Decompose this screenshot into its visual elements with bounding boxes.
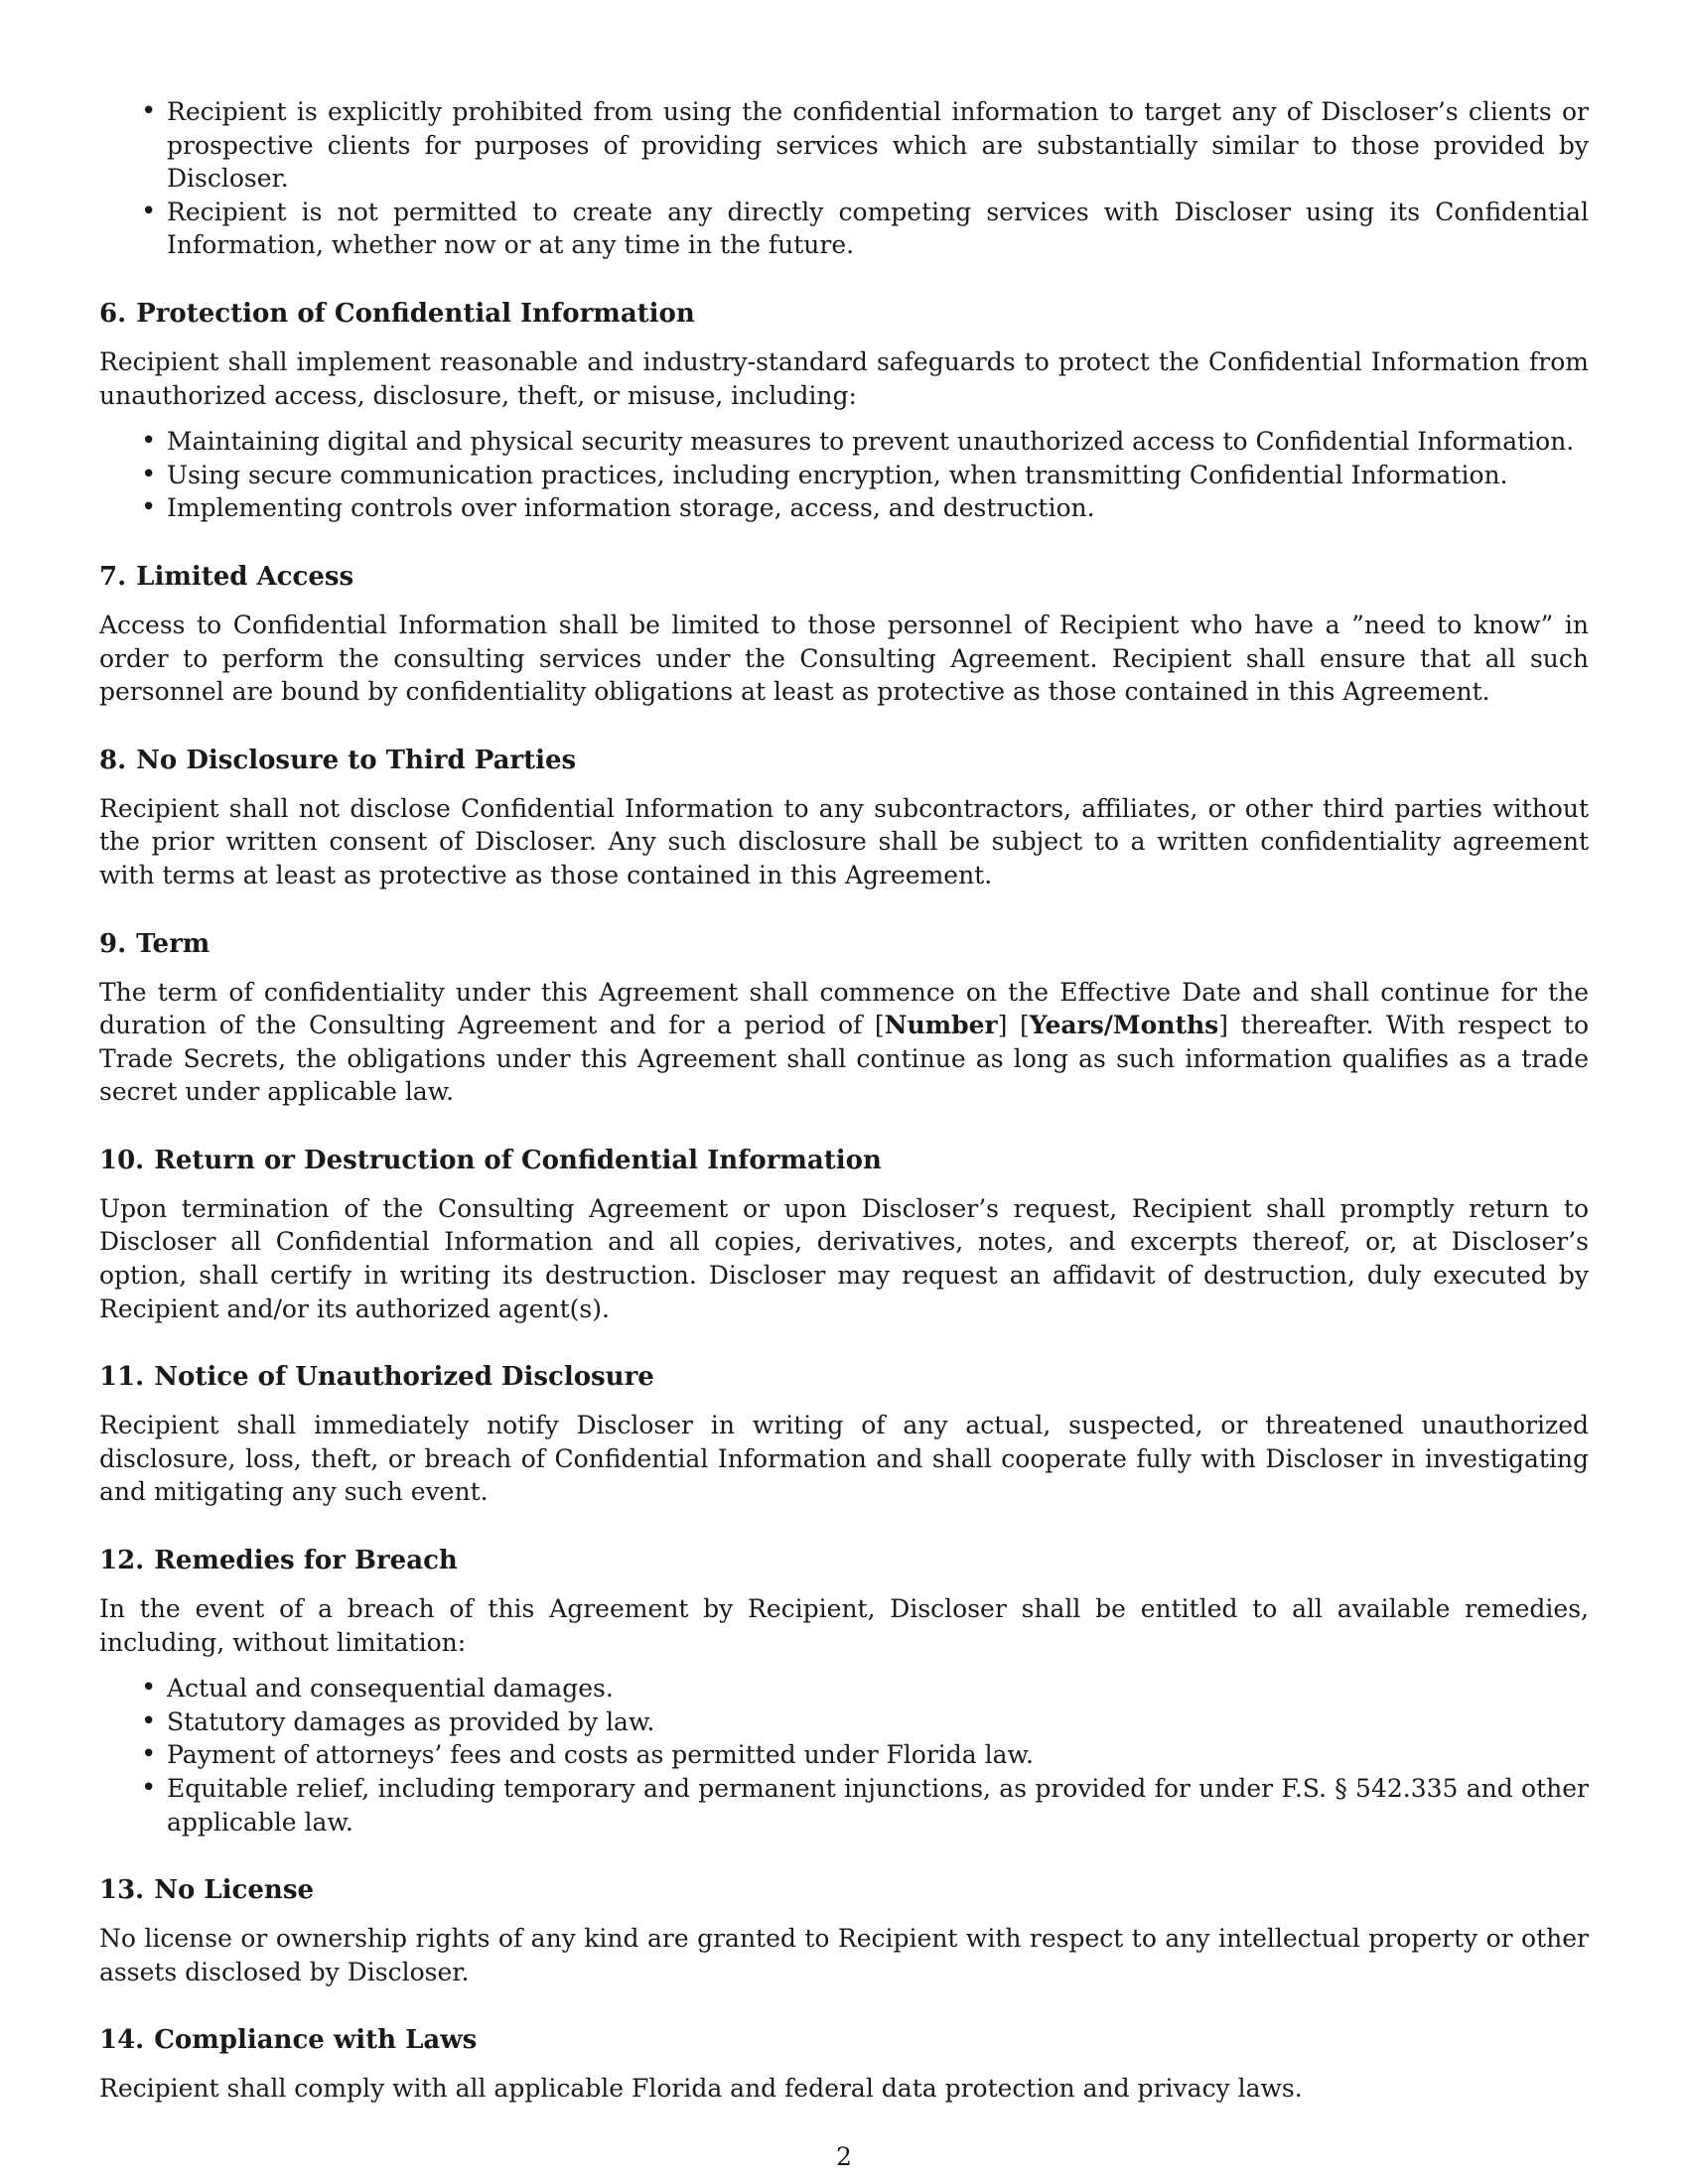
section-paragraph: Recipient shall comply with all applicable Florida and federal data protection and privacy laws. xyxy=(99,2074,1303,2104)
term-text-after: ] thereafter. With respect to Trade Secrets, the obligations under this Agreement shall continue as long as such information qualifies as a trade secret under applicable law. xyxy=(99,1011,1590,1107)
section-number: 7. xyxy=(99,561,127,592)
page-number: 2 xyxy=(836,2142,852,2171)
section-title: Notice of Unauthorized Disclosure xyxy=(154,1362,654,1393)
section-limited-access xyxy=(99,561,1589,709)
section-heading xyxy=(99,1361,1589,1394)
top-bullet-list xyxy=(99,95,1589,262)
section-term xyxy=(99,928,1589,1109)
placeholder-years-months: Years/Months xyxy=(1029,1011,1219,1040)
section-number: 13. xyxy=(99,1875,145,1906)
section-number: 14. xyxy=(99,2025,145,2056)
section-no-disclosure xyxy=(99,745,1589,892)
section-heading xyxy=(99,928,1589,961)
list-item: • Recipient is explicitly prohibited from using the confidential information to target any of Discloser’s clients or prospective clients for purposes of providing services which are substantially similar to those provided by Discloser. xyxy=(99,95,1589,196)
section-heading xyxy=(99,745,1589,777)
section-paragraph: No license or ownership rights of any kind are granted to Recipient with respect to any intellectual property or other assets disclosed by Discloser. xyxy=(99,1924,1589,1986)
section-paragraph: In the event of a breach of this Agreement by Recipient, Discloser shall be entitled to all available remedies, including, without limitation: xyxy=(99,1594,1589,1657)
section-title: No Disclosure to Third Parties xyxy=(136,745,577,775)
section-paragraph: Access to Confidential Information shall be limited to those personnel of Recipient who have a ”need to know” in order to perform the consulting services under the Consulting Agreement. Recipient shall ensure that all such personnel are bound by confidentiality obligations at least as protective as those contained in this Agreement. xyxy=(99,610,1589,707)
section-heading xyxy=(99,298,1589,331)
list-item: • Actual and consequential damages. xyxy=(99,1672,1589,1706)
section-title: Protection of Confidential Information xyxy=(136,298,695,329)
section-return-destruction xyxy=(99,1145,1589,1325)
section-paragraph: Recipient shall immediately notify Discloser in writing of any actual, suspected, or threatened unauthorized disclosure, loss, theft, or breach of Confidential Information and shall cooperate fully with Discloser in investigating and mitigating any such event. xyxy=(99,1411,1589,1507)
list-item: • Recipient is not permitted to create any directly competing services with Discloser using its Confidential Information, whether now or at any time in the future. xyxy=(99,196,1589,262)
document-page xyxy=(99,95,1589,2106)
term-text-mid: ] [ xyxy=(997,1011,1030,1040)
bullet-list xyxy=(99,1672,1589,1839)
list-item: • Statutory damages as provided by law. xyxy=(99,1706,1589,1739)
list-item: • Equitable relief, including temporary and permanent injunctions, as provided for under F.S. § 542.335 and other applicable law. xyxy=(99,1772,1589,1839)
list-item: • Implementing controls over information storage, access, and destruction. xyxy=(99,491,1589,525)
section-title: Remedies for Breach xyxy=(154,1546,458,1576)
section-number: 6. xyxy=(99,298,127,329)
section-paragraph: Upon termination of the Consulting Agreement or upon Discloser’s request, Recipient shall promptly return to Discloser all Confidential Information and all copies, derivatives, notes, and excerpts thereof, or, at Discloser’s option, shall certify in writing its destruction. Discloser may request an affidavit of destruction, duly executed by Recipient and/or its authorized agent(s). xyxy=(99,1193,1589,1323)
section-notice xyxy=(99,1361,1589,1509)
section-no-license xyxy=(99,1874,1589,1988)
section-number: 9. xyxy=(99,928,127,959)
section-heading xyxy=(99,1145,1589,1177)
section-number: 11. xyxy=(99,1362,145,1393)
section-heading xyxy=(99,2024,1589,2057)
section-number: 10. xyxy=(99,1145,145,1175)
section-title: Return or Destruction of Confidential Information xyxy=(154,1145,882,1175)
section-heading xyxy=(99,1874,1589,1907)
section-number: 12. xyxy=(99,1546,145,1576)
section-title: Limited Access xyxy=(136,561,354,592)
section-paragraph xyxy=(99,976,1589,1109)
term-text-before: The term of confidentiality under this Agreement shall commence on the Effective Date and shall continue for the duration of the Consulting Agreement and for a period of [ xyxy=(99,977,1589,1040)
section-heading xyxy=(99,1545,1589,1577)
section-paragraph: Recipient shall implement reasonable and industry-standard safeguards to protect the Confidential Information from unauthorized access, disclosure, theft, or misuse, including: xyxy=(99,346,1589,410)
list-item: • Maintaining digital and physical security measures to prevent unauthorized access to Confidential Information. xyxy=(99,425,1589,459)
section-remedies xyxy=(99,1545,1589,1839)
section-title: Compliance with Laws xyxy=(154,2025,478,2056)
section-title: No License xyxy=(154,1875,315,1906)
section-compliance xyxy=(99,2024,1589,2106)
list-item: • Payment of attorneys’ fees and costs as permitted under Florida law. xyxy=(99,1738,1589,1772)
section-protection xyxy=(99,298,1589,525)
placeholder-number: Number xyxy=(884,1011,998,1040)
section-number: 8. xyxy=(99,745,127,775)
section-heading xyxy=(99,561,1589,594)
section-title: Term xyxy=(136,928,211,959)
section-paragraph: Recipient shall not disclose Confidential Information to any subcontractors, affiliates, or other third parties without the prior written consent of Discloser. Any such disclosure shall be subject to a written confidentiality agreement with terms at least as protective as those contained in this Agreement. xyxy=(99,793,1589,889)
bullet-list xyxy=(99,425,1589,525)
list-item: • Using secure communication practices, including encryption, when transmitting Confidential Information. xyxy=(99,459,1589,492)
